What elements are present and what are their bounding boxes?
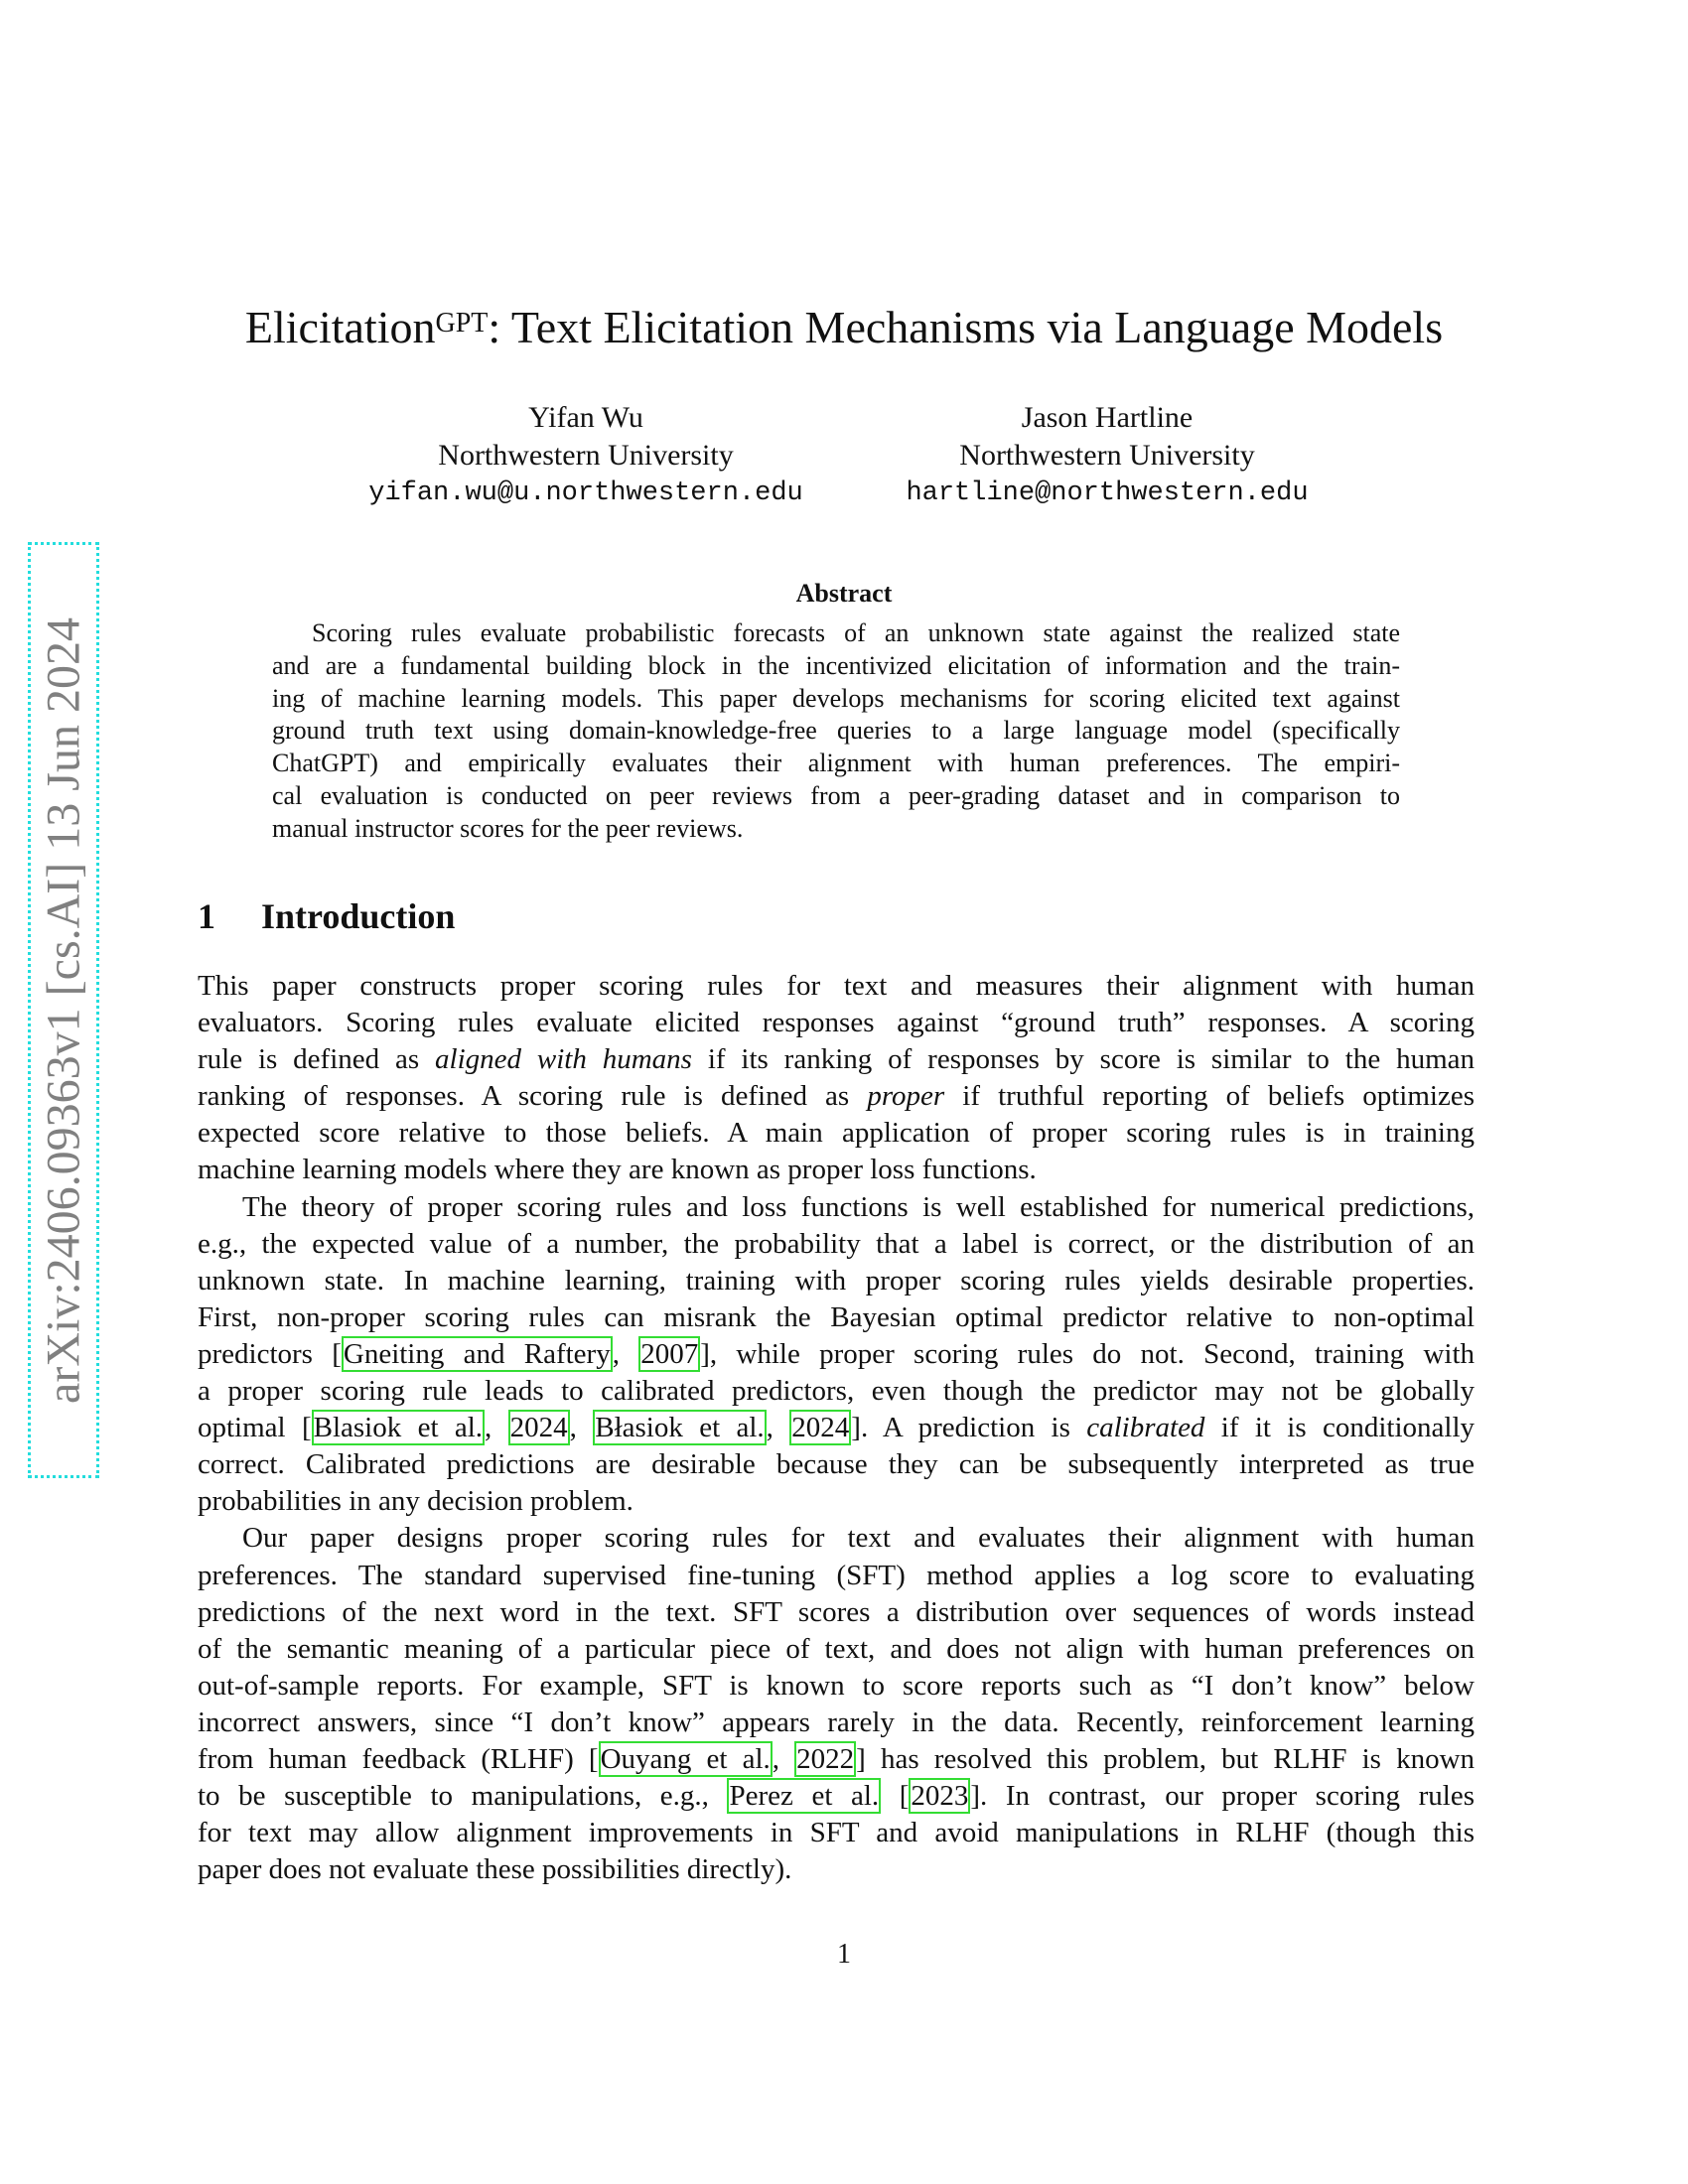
text-line <box>198 1152 1475 1188</box>
arxiv-stamp <box>28 542 99 1478</box>
author-block <box>849 399 1365 512</box>
author-name: Yifan Wu <box>528 401 643 434</box>
text-segment: out-of-sample reports. For example, SFT is known to score reports such as “I don’t know” below <box>198 1669 1475 1702</box>
text-line <box>198 968 1475 1005</box>
text-line <box>198 1705 1475 1741</box>
text-segment: preferences. The standard supervised fine-tuning (SFT) method applies a log score to evaluating <box>198 1559 1475 1591</box>
text-line <box>198 1263 1475 1299</box>
text-segment: predictions of the next word in the text. SFT scores a distribution over sequences of words instead <box>198 1595 1475 1628</box>
text-segment: Our paper designs proper scoring rules for text and evaluates their alignment with human <box>242 1522 1475 1555</box>
text-segment: of the semantic meaning of a particular piece of text, and does not align with human preferences on <box>198 1632 1475 1665</box>
text-line <box>198 1483 1475 1520</box>
text-segment: unknown state. In machine learning, training with proper scoring rules yields desirable properties. <box>198 1264 1475 1297</box>
citation-link[interactable]: 2007 <box>640 1337 699 1370</box>
text-segment: predictors [ <box>198 1337 342 1370</box>
text-line <box>198 1226 1475 1263</box>
arxiv-identifier: arXiv:2406.09363v1 [cs.AI] 13 Jun 2024 <box>37 616 90 1404</box>
abstract-line: Scoring rules evaluate probabilistic forecasts of an unknown state against the realized state <box>312 618 1400 647</box>
text-segment: paper does not evaluate these possibilities directly). <box>198 1853 792 1886</box>
text-segment: evaluators. Scoring rules evaluate elicited responses against “ground truth” responses. A scoring <box>198 1007 1475 1039</box>
text-line <box>198 1041 1475 1078</box>
text-line <box>198 1336 1475 1373</box>
text-line <box>198 1631 1475 1668</box>
text-line <box>198 1410 1475 1446</box>
text-line <box>198 1668 1475 1705</box>
title-main: Elicitation <box>244 302 436 352</box>
text-segment: optimal [ <box>198 1412 312 1444</box>
abstract-line: manual instructor scores for the peer reviews. <box>272 813 744 843</box>
text-segment: if truthful reporting of beliefs optimizes <box>944 1080 1475 1113</box>
citation-link[interactable]: Gneiting and Raftery <box>343 1337 611 1370</box>
text-segment: The theory of proper scoring rules and loss functions is well established for numerical predictions, <box>242 1190 1475 1223</box>
text-segment: ]. A prediction is <box>851 1412 1087 1444</box>
abstract-line: cal evaluation is conducted on peer reviews from a peer-grading dataset and in comparison to <box>272 780 1400 810</box>
text-line <box>198 1815 1475 1851</box>
text-segment: ]. In contrast, our proper scoring rules <box>970 1780 1475 1813</box>
abstract-line: ChatGPT) and empirically evaluates their alignment with human preferences. The empiri- <box>272 749 1400 778</box>
text-segment: machine learning models where they are known as proper loss functions. <box>198 1154 1037 1186</box>
text-line <box>198 1115 1475 1152</box>
text-line <box>198 1078 1475 1115</box>
citation-link[interactable]: 2024 <box>791 1412 850 1444</box>
citation-link[interactable]: Ouyang et al. <box>600 1742 771 1775</box>
author-affiliation: Northwestern University <box>959 439 1255 472</box>
text-segment: expected score relative to those beliefs. A main application of proper scoring rules is in training <box>198 1117 1475 1150</box>
text-segment: e.g., the expected value of a number, the probability that a label is correct, or the distribution of an <box>198 1227 1475 1260</box>
citation-link[interactable]: 2022 <box>796 1742 855 1775</box>
text-segment: , <box>485 1412 508 1444</box>
text-segment: ranking of responses. A scoring rule is defined as <box>198 1080 868 1113</box>
body-text <box>198 968 1475 1888</box>
title-rest: : Text Elicitation Mechanisms via Language Models <box>488 302 1444 352</box>
emphasized-term: aligned with humans <box>435 1043 692 1076</box>
emphasized-term: proper <box>867 1080 945 1113</box>
text-segment: , <box>612 1337 639 1370</box>
text-segment: if its ranking of responses by score is similar to the human <box>691 1043 1476 1076</box>
text-segment: This paper constructs proper scoring rules for text and measures their alignment with human <box>198 970 1475 1002</box>
author-name: Jason Hartline <box>1021 401 1194 434</box>
text-segment: [ <box>881 1780 910 1813</box>
author-affiliation: Northwestern University <box>438 439 734 472</box>
text-segment: from human feedback (RLHF) [ <box>198 1742 599 1775</box>
text-segment: ], while proper scoring rules do not. Second, training with <box>700 1337 1476 1370</box>
abstract-line: and are a fundamental building block in the incentivized elicitation of information and the train- <box>272 650 1400 680</box>
text-segment: , <box>772 1742 795 1775</box>
abstract-line: ground truth text using domain-knowledge-free queries to a large language model (specifically <box>272 716 1400 746</box>
text-segment: First, non-proper scoring rules can misrank the Bayesian optimal predictor relative to non-optimal <box>198 1300 1475 1333</box>
text-line <box>198 1778 1475 1815</box>
text-line <box>198 1520 1475 1557</box>
text-line <box>198 1851 1475 1888</box>
citation-link[interactable]: Błasiok et al. <box>595 1412 765 1444</box>
text-segment: probabilities in any decision problem. <box>198 1485 633 1518</box>
text-segment: for text may allow alignment improvements in SFT and avoid manipulations in RLHF (though this <box>198 1817 1475 1849</box>
text-line <box>198 1299 1475 1336</box>
text-line <box>198 1741 1475 1778</box>
paper-title <box>0 298 1688 357</box>
section-heading <box>198 895 455 937</box>
abstract-heading: Abstract <box>795 579 893 608</box>
text-line <box>198 1594 1475 1631</box>
text-line <box>198 1373 1475 1410</box>
citation-link[interactable]: Blasiok et al. <box>313 1412 484 1444</box>
author-block <box>328 399 844 512</box>
citation-link[interactable]: Perez et al. <box>729 1780 880 1813</box>
author-email[interactable]: hartline@northwestern.edu <box>906 478 1309 508</box>
text-segment: correct. Calibrated predictions are desirable because they can be subsequently interpreted as true <box>198 1448 1475 1481</box>
citation-link[interactable]: 2023 <box>911 1780 969 1813</box>
text-segment: ] has resolved this problem, but RLHF is known <box>856 1742 1476 1775</box>
abstract-body <box>272 617 1400 846</box>
text-line <box>198 1005 1475 1041</box>
page-number: 1 <box>837 1939 851 1970</box>
text-segment: a proper scoring rule leads to calibrated predictors, even though the predictor may not be globally <box>198 1375 1475 1408</box>
paragraph <box>198 968 1475 1189</box>
text-line <box>198 1558 1475 1594</box>
author-email[interactable]: yifan.wu@u.northwestern.edu <box>368 478 803 508</box>
text-segment: incorrect answers, since “I don’t know” appears rarely in the data. Recently, reinforcement learning <box>198 1706 1475 1738</box>
text-segment: , <box>766 1412 790 1444</box>
text-line <box>198 1189 1475 1226</box>
text-segment: if it is conditionally <box>1204 1412 1476 1444</box>
text-segment: rule is defined as <box>198 1043 436 1076</box>
section-title: Introduction <box>261 896 456 936</box>
title-superscript: GPT <box>435 308 489 339</box>
abstract-line: ing of machine learning models. This paper develops mechanisms for scoring elicited text against <box>272 683 1400 713</box>
text-segment: to be susceptible to manipulations, e.g., <box>198 1780 728 1813</box>
text-line <box>198 1446 1475 1483</box>
emphasized-term: calibrated <box>1086 1412 1205 1444</box>
text-segment: , <box>569 1412 594 1444</box>
citation-link[interactable]: 2024 <box>509 1412 568 1444</box>
paragraph <box>198 1520 1475 1888</box>
paragraph <box>198 1189 1475 1521</box>
section-number: 1 <box>198 896 215 936</box>
